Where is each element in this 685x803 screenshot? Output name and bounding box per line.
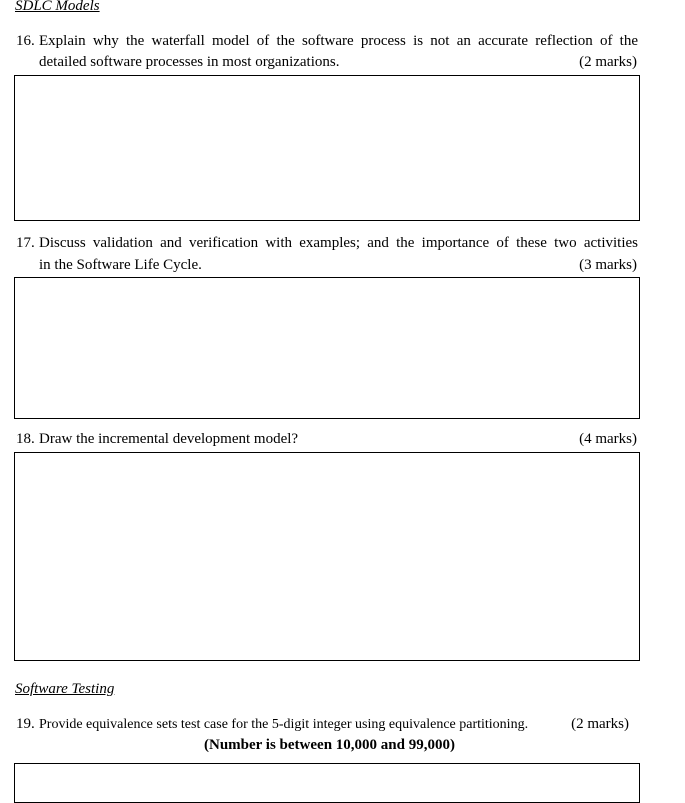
question-16-text-line2: detailed software processes in most organizations. [39,54,340,70]
question-16-marks: (2 marks) [579,54,637,70]
question-18-marks: (4 marks) [579,431,637,447]
question-17-marks: (3 marks) [579,257,637,273]
question-18-number: 18. [16,431,35,447]
question-17-answer-box[interactable] [14,277,640,419]
question-19-text: Provide equivalence sets test case for the 5-digit integer using equivalence partitioning. [39,717,529,732]
question-16-number: 16. [16,33,35,49]
section-heading-sdlc-models: SDLC Models [15,0,100,14]
question-18-answer-box[interactable] [14,452,640,661]
question-16-text-line1: Explain why the waterfall model of the software process is not an accurate reflection of the [39,33,638,49]
section-heading-software-testing: Software Testing [15,681,115,697]
question-19-marks: (2 marks) [571,716,629,732]
question-19-number: 19. [16,716,35,732]
question-17-number: 17. [16,235,35,251]
question-19-answer-box[interactable] [14,763,640,803]
question-17-text-line2: in the Software Life Cycle. [39,257,202,273]
question-16-answer-box[interactable] [14,75,640,221]
question-19-note: (Number is between 10,000 and 99,000) [204,737,455,753]
question-17-text-line1: Discuss validation and verification with examples; and the importance of these two activities [39,235,638,251]
question-18-text: Draw the incremental development model? [39,431,299,447]
